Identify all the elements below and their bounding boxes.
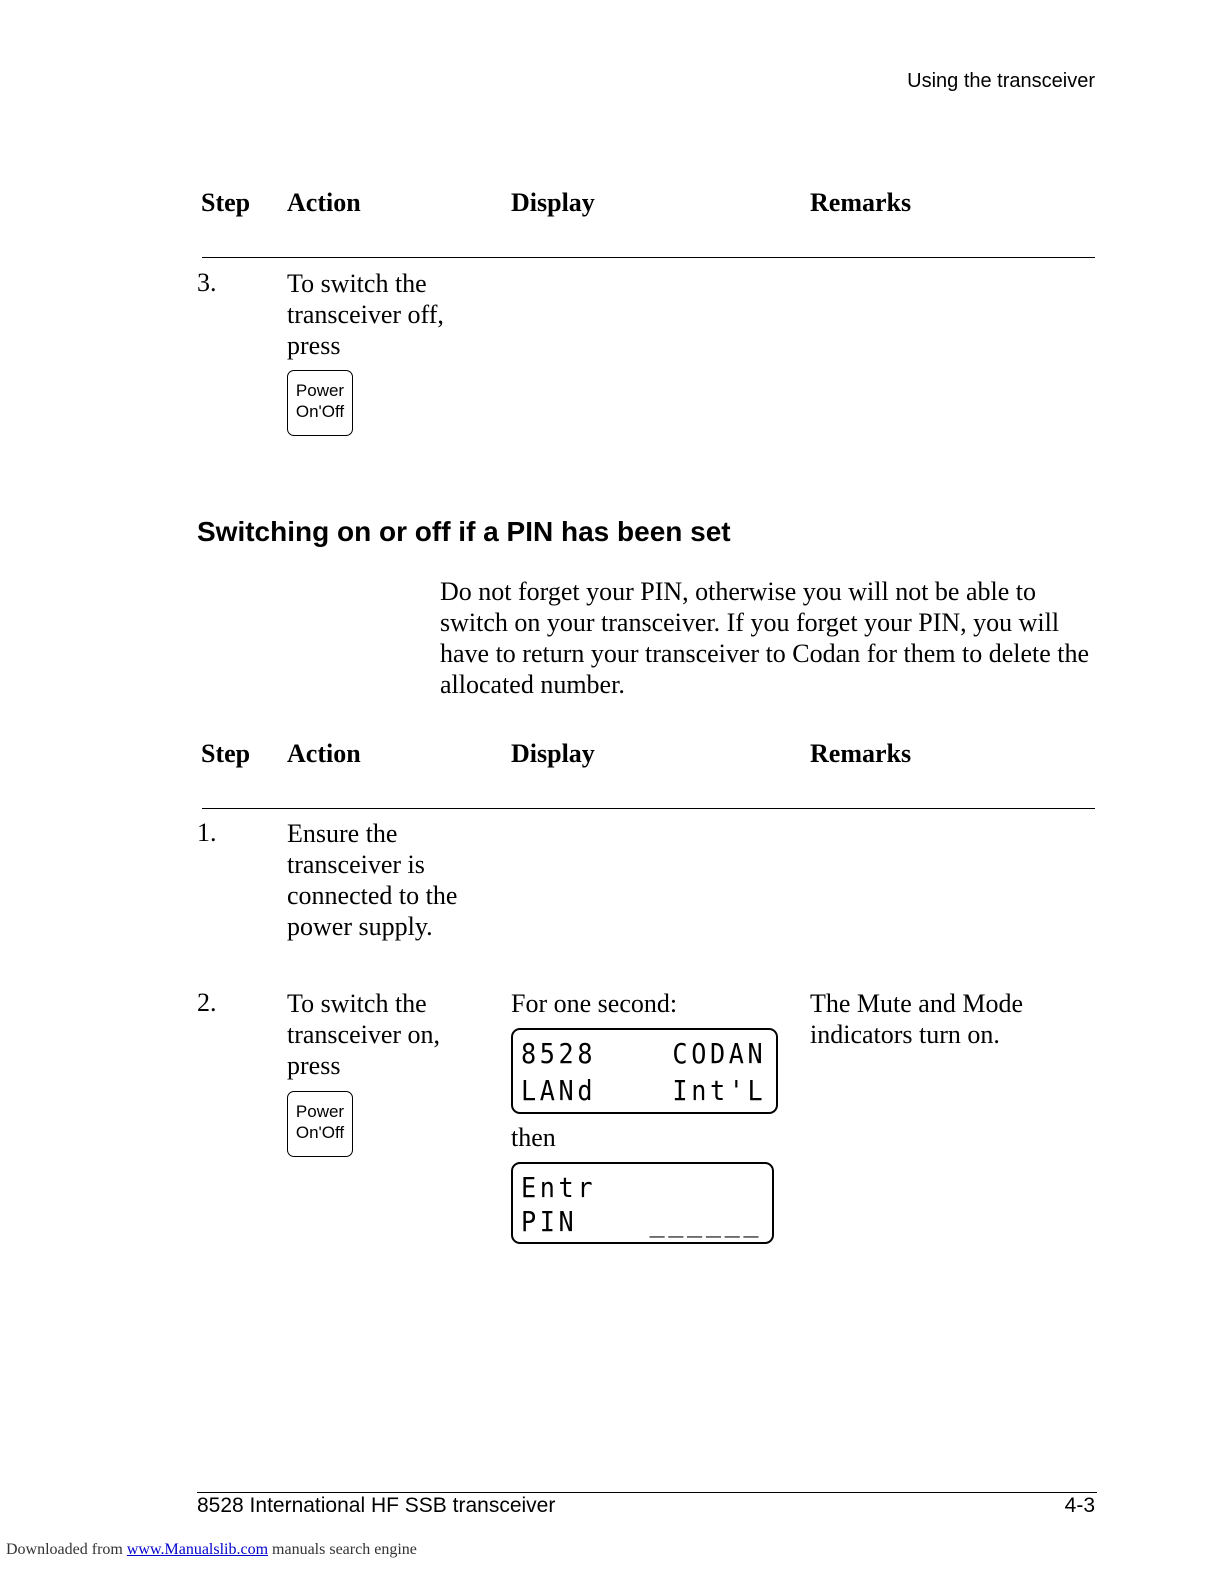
header-remarks: Remarks xyxy=(810,188,912,217)
header-display: Display xyxy=(511,739,595,768)
display-intro: For one second: xyxy=(511,989,678,1018)
header-remarks: Remarks xyxy=(810,739,912,768)
display-then: then xyxy=(511,1123,556,1152)
lcd-display-enter-pin xyxy=(511,1162,774,1244)
lcd-text: ______ xyxy=(649,1205,762,1238)
footer-rule xyxy=(197,1492,1097,1493)
table-rule xyxy=(202,808,1095,809)
lcd-display-startup xyxy=(511,1028,778,1114)
header-action: Action xyxy=(287,188,361,217)
step-number: 3. xyxy=(197,268,217,297)
lcd-text: PIN xyxy=(521,1205,578,1238)
header-action: Action xyxy=(287,739,361,768)
download-source-line: Downloaded from www.Manualslib.com manuals search engine xyxy=(6,1541,417,1558)
lcd-text: CODAN xyxy=(672,1037,766,1070)
section-heading: Switching on or off if a PIN has been set xyxy=(197,516,731,547)
footer-title: 8528 International HF SSB transceiver xyxy=(197,1494,556,1517)
step-number: 1. xyxy=(197,818,217,847)
lcd-text: Entr xyxy=(521,1171,597,1204)
header-step: Step xyxy=(201,188,251,217)
header-step: Step xyxy=(201,739,251,768)
table-rule xyxy=(202,257,1095,258)
remarks-text: The Mute and Mode indicators turn on. xyxy=(810,989,1024,1049)
header-display: Display xyxy=(511,188,595,217)
power-on-off-key: Power On'Off xyxy=(287,370,353,436)
lcd-text: 8528 xyxy=(521,1037,597,1070)
power-on-off-key: Power On'Off xyxy=(287,1091,353,1157)
action-text: To switch the transceiver off, press xyxy=(287,269,444,360)
running-head: Using the transceiver xyxy=(907,70,1095,92)
lcd-text: Int'L xyxy=(672,1074,766,1107)
manualslib-link[interactable]: www.Manualslib.com xyxy=(126,1541,269,1558)
step-number: 2. xyxy=(197,988,217,1017)
pin-warning-note: Do not forget your PIN, otherwise you will not be able to switch on your transceiver. If you forget your PIN, you will have to return your transceiver to Codan for them to delete the allocated number. xyxy=(440,577,1090,699)
action-text: Ensure the transceiver is connected to the power supply. xyxy=(287,819,458,941)
action-text: To switch the transceiver on, press xyxy=(287,989,441,1080)
page-number: 4-3 xyxy=(1064,1494,1095,1517)
lcd-text: LANd xyxy=(521,1074,597,1107)
